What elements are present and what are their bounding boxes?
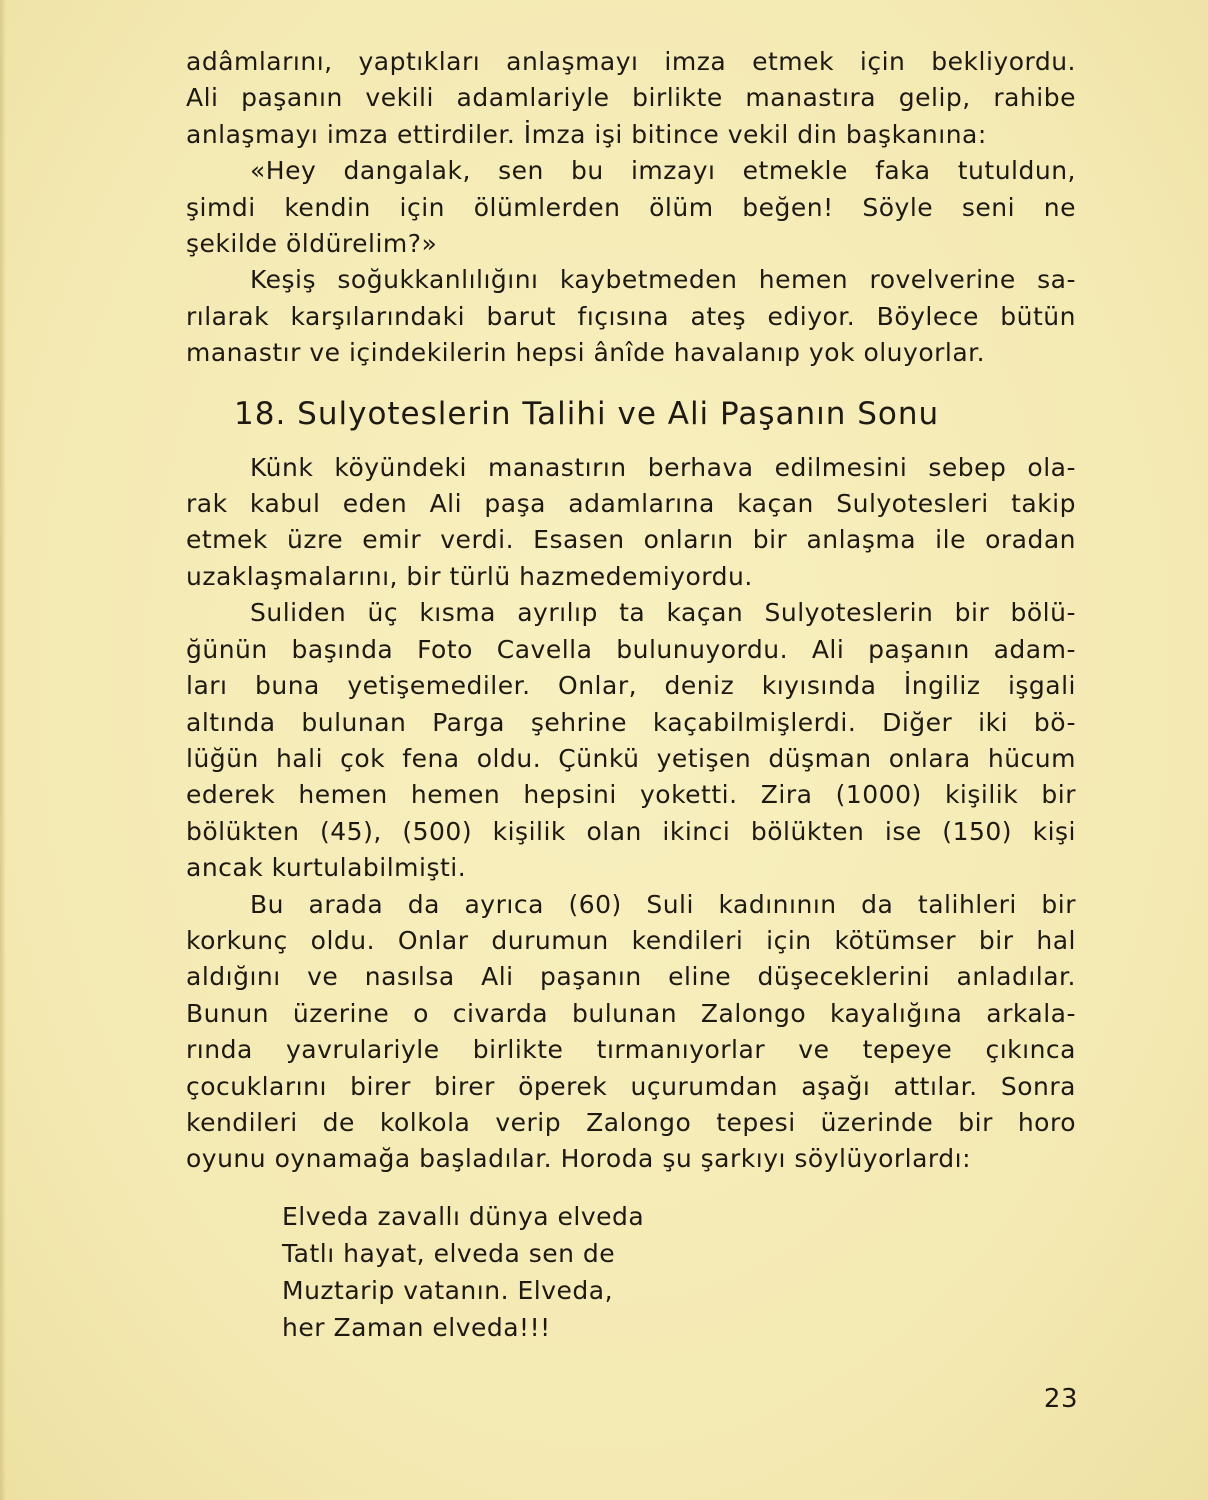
text-line: rında yavrulariyle birlikte tırmanıyorlar ve tepeye çıkınca [186, 1035, 1076, 1065]
paragraph [186, 262, 1076, 371]
paragraph [186, 44, 1076, 153]
paragraphs-after-heading [186, 450, 1076, 1178]
text-line: manastır ve içindekilerin hepsi ânîde havalanıp yok oluyorlar. [186, 338, 986, 368]
text-line: lüğün hali çok fena oldu. Çünkü yetişen düşman onlara hücum [186, 743, 1076, 773]
text-line: adâmlarını, yaptıkları anlaşmayı imza etmek için bekliyordu. [186, 47, 1076, 76]
text-line: Suliden üç kısma ayrılıp ta kaçan Sulyoteslerin bir bölü- [250, 598, 1076, 628]
poem-line: Muztarip vatanın. Elveda, [282, 1275, 614, 1305]
text-line: rak kabul eden Ali paşa adamlarına kaçan Sulyotesleri takip [186, 489, 1076, 519]
text-line: altında bulunan Parga şehrine kaçabilmişlerdi. Diğer iki bö- [186, 707, 1076, 737]
text-line: Bunun üzerine o civarda bulunan Zalongo kayalığına arkala- [186, 998, 1076, 1028]
text-line: ederek hemen hemen hepsini yoketti. Zira (1000) kişilik bir [186, 780, 1076, 810]
poem [186, 1198, 1076, 1346]
text-line: şekilde öldürelim?» [186, 229, 438, 259]
text-line: kendileri de kolkola verip Zalongo tepesi üzerinde bir horo [186, 1107, 1076, 1137]
text-line: korkunç oldu. Onlar durumun kendileri için kötümser bir hal [186, 925, 1076, 955]
paragraph [186, 450, 1076, 596]
text-line: «Hey dangalak, sen bu imzayı etmekle faka tutuldun, [250, 156, 1076, 186]
text-line: bölükten (45), (500) kişilik olan ikinci bölükten ise (150) kişi [186, 816, 1076, 846]
poem-line: her Zaman elveda!!! [282, 1312, 551, 1342]
text-line: ğünün başında Foto Cavella bulunuyordu. Ali paşanın adam- [186, 634, 1076, 664]
poem-line: Elveda zavallı dünya elveda [282, 1201, 645, 1231]
text-line: etmek üzre emir verdi. Esasen onların bir anlaşma ile oradan [186, 525, 1076, 555]
page-number: 23 [1043, 1384, 1078, 1414]
text-line: Keşiş soğukkanlılığını kaybetmeden hemen rovelverine sa- [250, 265, 1076, 295]
text-line: ları buna yetişemediler. Onlar, deniz kıyısında İngiliz işgali [186, 671, 1076, 701]
text-line: anlaşmayı imza ettirdiler. İmza işi bitince vekil din başkanına: [186, 119, 987, 149]
page-text [186, 44, 1076, 1346]
poem-line: Tatlı hayat, elveda sen de [282, 1238, 616, 1268]
paragraph [186, 595, 1076, 886]
paragraphs-before-heading [186, 44, 1076, 372]
text-line: uzaklaşmalarını, bir türlü hazmedemiyordu. [186, 561, 753, 591]
text-line: şimdi kendin için ölümlerden ölüm beğen! Söyle seni ne [186, 192, 1076, 222]
text-line: oyunu oynamağa başladılar. Horoda şu şarkıyı söylüyorlardı: [186, 1144, 971, 1174]
paragraph [186, 153, 1076, 262]
paragraph [186, 887, 1076, 1178]
text-line: aldığını ve nasılsa Ali paşanın eline düşeceklerini anladılar. [186, 962, 1076, 992]
text-line: ancak kurtulabilmişti. [186, 853, 467, 883]
text-line: Ali paşanın vekili adamlariyle birlikte manastıra gelip, rahibe [186, 83, 1076, 113]
text-line: Bu arada da ayrıca (60) Suli kadınının da talihleri bir [250, 889, 1076, 919]
page-edge [0, 0, 6, 1500]
text-line: Künk köyündeki manastırın berhava edilmesini sebep ola- [250, 452, 1076, 482]
text-line: çocuklarını birer birer öperek uçurumdan aşağı attılar. Sonra [186, 1071, 1076, 1101]
section-heading: 18. Sulyoteslerin Talihi ve Ali Paşanın Sonu [234, 395, 940, 432]
text-line: rılarak karşılarındaki barut fıçısına ateş ediyor. Böylece bütün [186, 301, 1076, 331]
